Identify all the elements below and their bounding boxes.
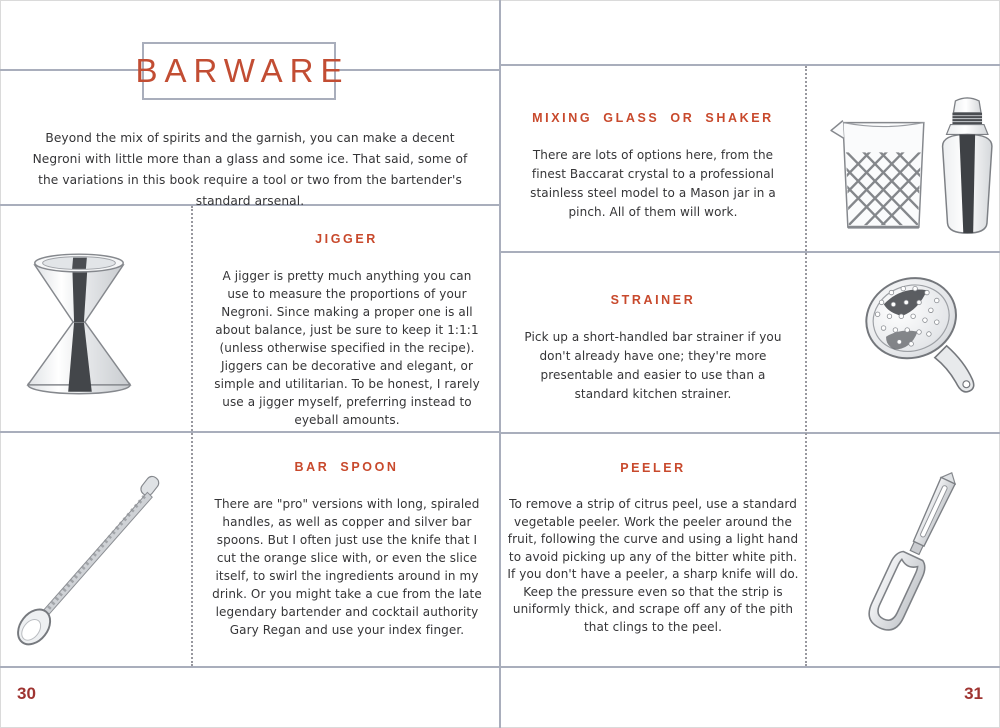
dotted-column-divider-right <box>805 66 807 666</box>
section-body-jigger: A jigger is pretty much anything you can use to measure the proportions of your Negroni. Since making a proper one is all about balance, just be sure to keep it 1:1:1 (unless otherwise specified in the recipe). Jiggers can be decorative and elegant, or simple and utilitarian. To be honest, I rarely use a jigger myself, preferring instead to eyeball amounts. <box>214 269 480 427</box>
rule-right-divider-2 <box>501 432 1000 434</box>
rule-left-divider-2 <box>0 431 499 433</box>
section-body-bar-spoon: There are "pro" versions with long, spiraled handles, as well as copper and silver bar spoons. But I often just use the knife that I cut the orange slice with, or even the slice itself, to swirl the ingredients around in my drink. Or you might take a cue from the late legendary bartender and cocktail authority Gary Regan and use your index finger. <box>212 497 482 637</box>
section-body-strainer: Pick up a short-handled bar strainer if you don't already have one; they're more presentable and easier to use than a standard kitchen strainer. <box>524 330 782 401</box>
section-body-mixing-glass: There are lots of options here, from the finest Baccarat crystal to a professional stainless steel model to a Mason jar in a pinch. All of them will work. <box>530 148 776 219</box>
section-heading-jigger: JIGGER <box>315 232 378 246</box>
rule-right-top <box>501 64 1000 66</box>
section-heading-bar-spoon: BAR SPOON <box>294 460 399 474</box>
dotted-column-divider-left <box>191 206 193 666</box>
center-gutter-line <box>499 0 501 728</box>
chapter-title: BARWARE <box>135 52 350 89</box>
page-number-left: 30 <box>17 684 36 703</box>
jigger-illustration <box>22 246 136 398</box>
peeler-illustration <box>856 462 970 650</box>
page-number-right: 31 <box>964 684 983 703</box>
section-heading-strainer: STRAINER <box>610 293 696 307</box>
section-body-peeler: To remove a strip of citrus peel, use a standard vegetable peeler. Work the peeler around the fruit, following the curve and using a light hand to avoid picking up any of the bitter white pith. If you don't have a peeler, a sharp knife will do. Keep the pressure even so that the strip is uniformly thick, and scrape off any of the pith that clings to the peel. <box>507 497 799 634</box>
bar-spoon-illustration <box>6 468 190 658</box>
mixing-glass-shaker-illustration <box>826 93 996 241</box>
intro-paragraph: Beyond the mix of spirits and the garnish, you can make a decent Negroni with little more than a glass and some ice. That said, some of the variations in this book require a tool or two from the bartender's standard arsenal. <box>32 131 468 209</box>
chapter-title-box <box>135 42 350 100</box>
section-heading-mixing-glass: MIXING GLASS OR SHAKER <box>532 111 774 125</box>
section-heading-peeler: PEELER <box>620 461 686 475</box>
rule-right-divider-1 <box>501 251 1000 253</box>
strainer-illustration <box>852 266 992 398</box>
